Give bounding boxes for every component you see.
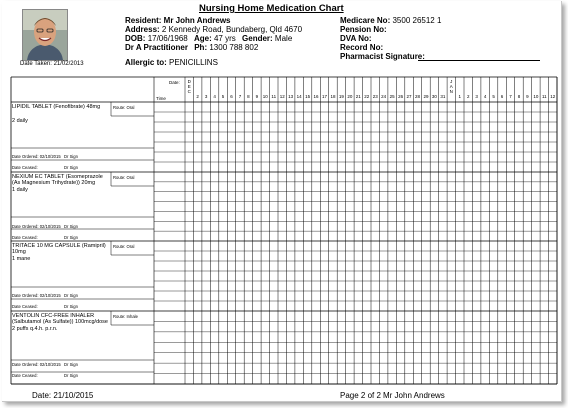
day-number: 1 — [458, 94, 462, 99]
resident-name: Resident: Mr John Andrews — [125, 16, 231, 25]
day-number: 3 — [204, 94, 208, 99]
ordered-dr-sign: Dr Sign — [64, 154, 78, 159]
day-number: 25 — [389, 94, 395, 99]
medication-directions: 1 daily — [12, 187, 28, 193]
date-ceased: Date Ceased: — [12, 304, 38, 309]
footer-date: Date: 21/10/2015 — [32, 391, 94, 400]
day-number: 9 — [526, 94, 529, 99]
day-number: 8 — [247, 94, 250, 99]
medication-route: Route: Oral — [113, 244, 135, 249]
allergy-label: Allergic to: — [125, 58, 167, 67]
day-number: 15 — [305, 94, 311, 99]
age-value: 47 yrs — [213, 34, 236, 43]
day-number: 6 — [230, 94, 233, 99]
phone-label: Ph: — [194, 43, 208, 52]
medication-route: Route: Oral — [113, 175, 135, 180]
ordered-dr-sign: Dr Sign — [64, 293, 78, 298]
day-number: 12 — [279, 94, 285, 99]
day-number: 19 — [338, 94, 344, 99]
month-letter: D — [187, 79, 191, 84]
age-label: Age: — [193, 34, 212, 43]
ceased-dr-sign: Dr Sign — [64, 165, 78, 170]
day-number: 8 — [517, 94, 521, 99]
day-number: 17 — [321, 94, 327, 99]
month-letter: N — [449, 89, 453, 94]
ordered-dr-sign: Dr Sign — [64, 224, 78, 229]
day-number: 29 — [423, 94, 429, 99]
photo-date-taken: Date Taken: 21/02/2013 — [20, 61, 84, 67]
day-number: 28 — [414, 94, 420, 99]
day-number: 11 — [541, 94, 547, 99]
medication-route: Route: Inhale — [113, 314, 138, 319]
day-number: 18 — [330, 94, 336, 99]
dob-value: 17/06/1968 — [147, 34, 188, 43]
footer-resident-name: Mr John Andrews — [383, 391, 445, 400]
day-number: 4 — [483, 94, 487, 99]
chart-title: Nursing Home Medication Chart — [199, 3, 344, 14]
date-ceased: Date Ceased: — [12, 165, 38, 170]
record-label: Record No: — [340, 43, 384, 52]
day-number: 9 — [255, 94, 259, 99]
date-ceased: Date Ceased: — [12, 373, 38, 378]
day-number: 31 — [440, 94, 446, 99]
day-number: 24 — [381, 94, 387, 99]
day-number: 10 — [262, 94, 268, 99]
month-letter: C — [187, 89, 191, 94]
dva-label: DVA No: — [340, 34, 372, 43]
grid-date-label: Date: — [169, 80, 180, 85]
pharmacist-signature-label: Pharmacist Signature: — [340, 52, 425, 61]
medication-grid — [2, 1, 561, 401]
day-number: 27 — [406, 94, 412, 99]
medication-directions: 2 daily — [12, 118, 28, 124]
day-number: 6 — [500, 94, 504, 99]
day-number: 10 — [533, 94, 539, 99]
day-number: 16 — [313, 94, 319, 99]
day-number: 5 — [492, 94, 495, 99]
day-number: 30 — [431, 94, 437, 99]
address-value: 2 Kennedy Road, Bundaberg, Qld 4670 — [161, 25, 303, 34]
month-letter: A — [449, 84, 453, 89]
date-ceased: Date Ceased: — [12, 235, 38, 240]
medication-name: VENTOLIN CFC-FREE INHALER (Salbutamol (As Sulfate)) 100mcg/dose — [12, 313, 108, 326]
footer-page: Page 2 of 2 — [340, 391, 381, 400]
day-number: 20 — [347, 94, 353, 99]
medication-name: LIPIDIL TABLET (Fenofibrate) 48mg — [12, 104, 101, 110]
day-number: 22 — [364, 94, 370, 99]
allergy-value: PENICILLINS — [169, 58, 218, 67]
gender-value: Male — [274, 34, 293, 43]
medication-chart-page — [2, 1, 562, 402]
day-number: 23 — [372, 94, 378, 99]
practitioner-name: Dr A Practitioner — [125, 43, 188, 52]
dob-label: DOB: — [125, 34, 146, 43]
medication-name: TRITACE 10 MG CAPSULE (Ramipril) 10mg — [12, 243, 106, 256]
pension-label: Pension No: — [340, 25, 387, 34]
day-number: 3 — [475, 94, 478, 99]
day-number: 14 — [296, 94, 302, 99]
medication-directions: 1 mane — [12, 256, 31, 262]
medication-directions: 2 puffs q.4.h. p.r.n. — [12, 326, 58, 332]
month-letter: J — [450, 79, 453, 84]
day-number: 11 — [271, 94, 277, 99]
medicare-value: 3500 26512 1 — [392, 16, 442, 25]
date-ordered: Date Ordered: 02/10/2015 — [12, 224, 61, 229]
medication-name: NEXIUM EC TABLET (Esomeprazole (As Magnesium Trihydrate)) 20mg — [12, 174, 103, 187]
ceased-dr-sign: Dr Sign — [64, 373, 78, 378]
grid-time-label: Time — [156, 96, 166, 101]
day-number: 7 — [238, 94, 242, 99]
day-number: 12 — [550, 94, 556, 99]
medication-route: Route: Oral — [113, 105, 135, 110]
date-ordered: Date Ordered: 02/10/2015 — [12, 362, 61, 367]
ceased-dr-sign: Dr Sign — [64, 235, 78, 240]
day-number: 21 — [355, 94, 361, 99]
day-number: 2 — [466, 94, 470, 99]
day-number: 26 — [398, 94, 404, 99]
day-number: 4 — [213, 94, 216, 99]
phone-value: 1300 788 802 — [209, 43, 259, 52]
month-letter: E — [187, 84, 191, 89]
gender-label: Gender: — [242, 34, 273, 43]
day-number: 13 — [288, 94, 294, 99]
day-number: 5 — [221, 94, 225, 99]
medicare-label: Medicare No: — [340, 16, 391, 25]
date-ordered: Date Ordered: 02/10/2015 — [12, 154, 61, 159]
ceased-dr-sign: Dr Sign — [64, 304, 78, 309]
date-ordered: Date Ordered: 02/10/2015 — [12, 293, 61, 298]
day-number: 2 — [196, 94, 199, 99]
day-number: 7 — [509, 94, 512, 99]
ordered-dr-sign: Dr Sign — [64, 362, 78, 367]
address-label: Address: — [125, 25, 160, 34]
